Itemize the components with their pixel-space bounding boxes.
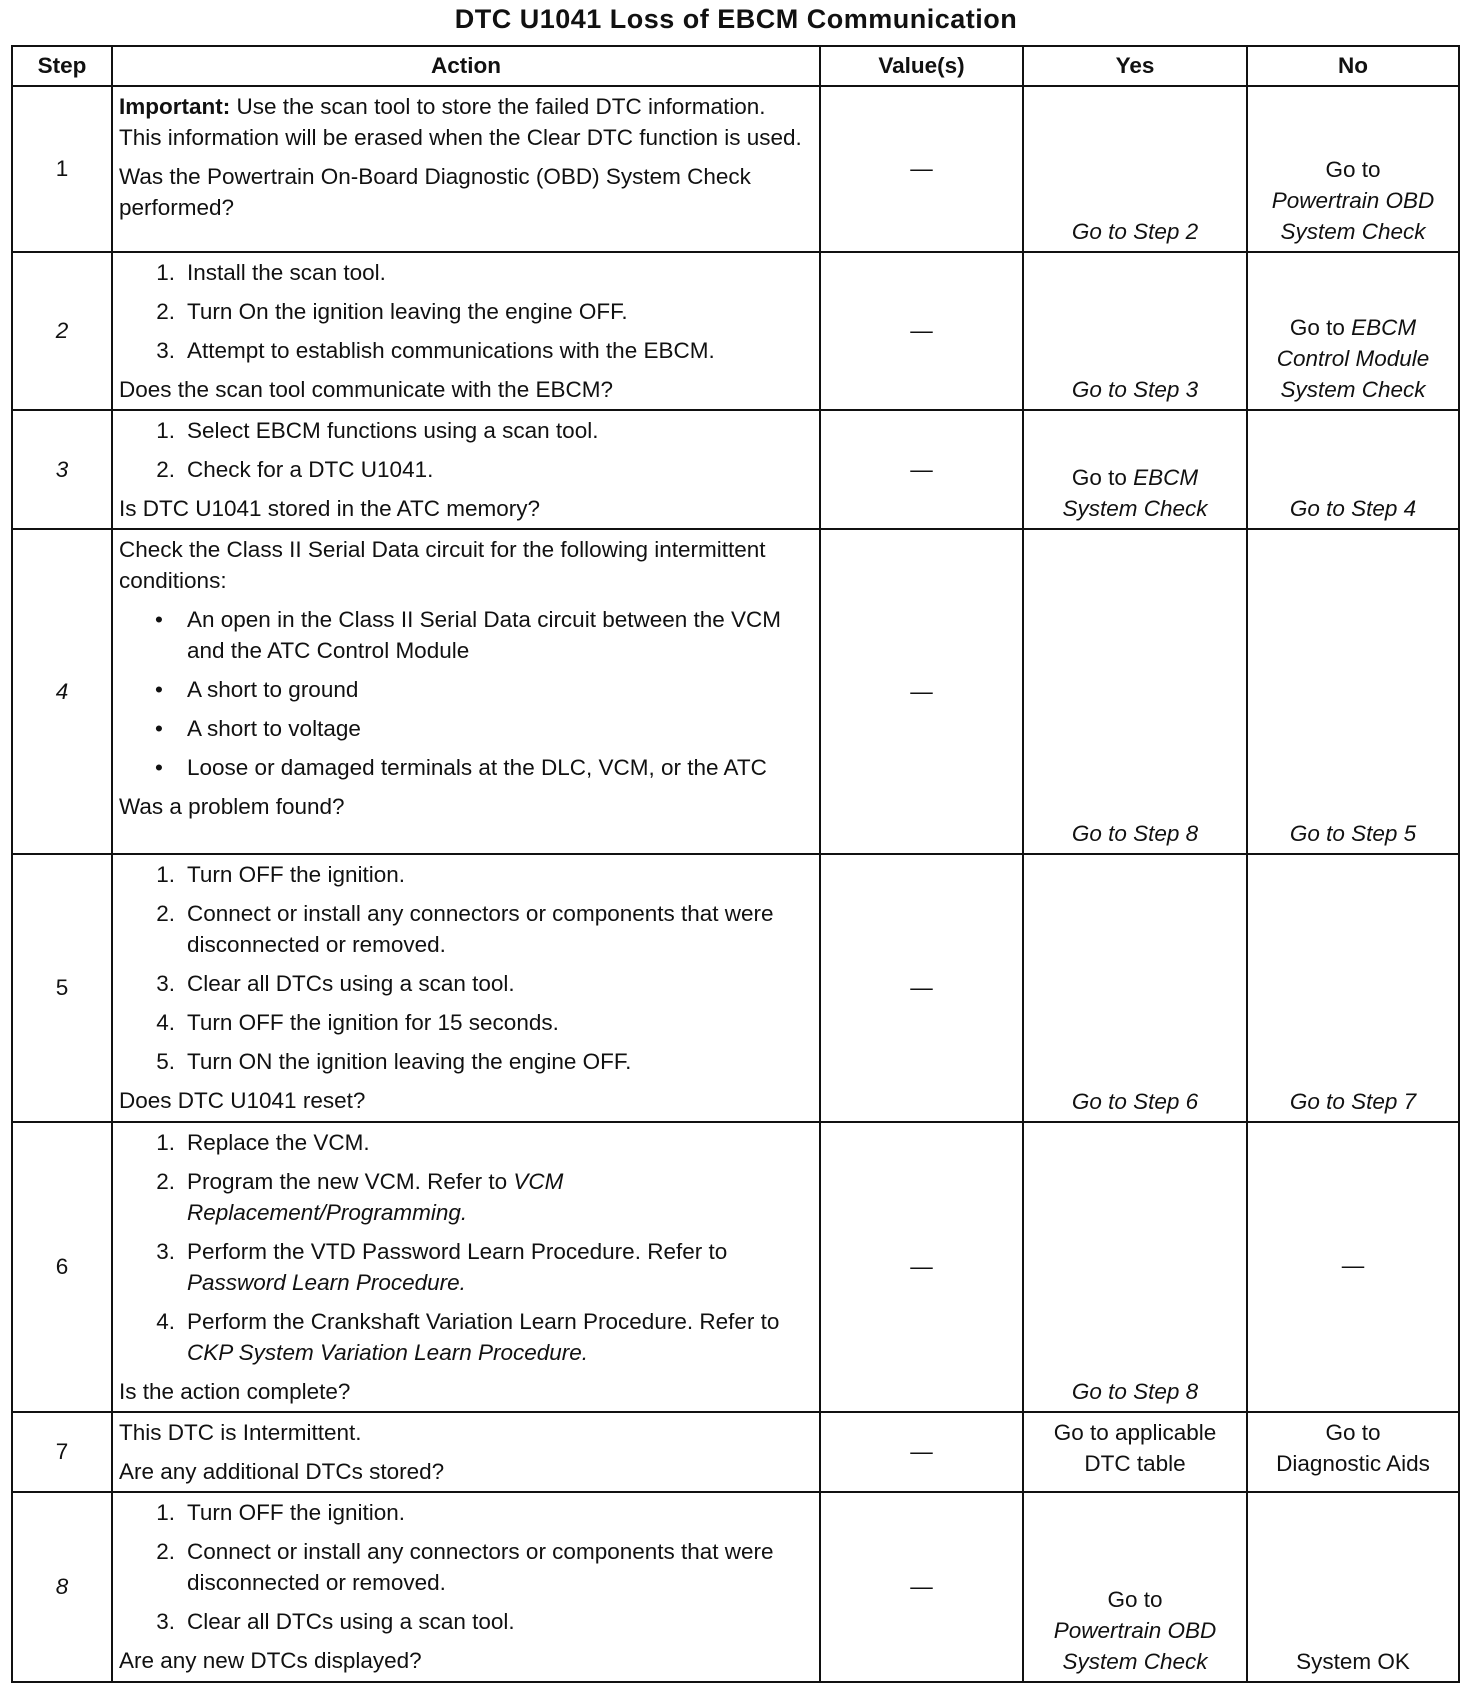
header-action: Action (112, 46, 820, 86)
action-item: 2. Check for a DTC U1041. (156, 457, 434, 482)
table-row-step-3 (12, 410, 1459, 529)
yes-result: Go to Step 2 (1071, 219, 1199, 244)
action-cell (112, 854, 820, 1122)
no-result-line-1: Go to (1325, 1420, 1381, 1445)
yes-result-line-3: System Check (1062, 1649, 1208, 1674)
action-cell (112, 1122, 820, 1412)
header-no: No (1247, 46, 1459, 86)
value-dash: — (910, 156, 933, 181)
action-item: 2. Connect or install any connectors or components that were disconnected or removed. (156, 901, 774, 957)
action-item: 2. Program the new VCM. Refer to VCM Replacement/Programming. (156, 1169, 564, 1225)
value-cell (820, 1122, 1023, 1412)
action-question: Are any additional DTCs stored? (119, 1459, 445, 1484)
header-yes: Yes (1023, 46, 1247, 86)
no-cell (1247, 1122, 1459, 1412)
table-row-step-7 (12, 1412, 1459, 1492)
yes-result: Go to Step 8 (1071, 1379, 1199, 1404)
yes-cell (1023, 1122, 1247, 1412)
action-item: 4. Perform the Crankshaft Variation Learn Procedure. Refer to CKP System Variation Learn Procedure. (156, 1309, 780, 1365)
table-row-step-6 (12, 1122, 1459, 1412)
no-result: Go to Step 5 (1289, 821, 1417, 846)
no-result: System OK (1296, 1649, 1410, 1674)
no-cell (1247, 1492, 1459, 1682)
value-cell (820, 410, 1023, 529)
value-cell (820, 86, 1023, 252)
action-question: Is DTC U1041 stored in the ATC memory? (119, 496, 540, 521)
no-cell (1247, 86, 1459, 252)
action-item: 3. Clear all DTCs using a scan tool. (156, 1609, 515, 1634)
important-text: Use the scan tool to store the failed DTC information. This information will be erased when the Clear DTC function is used. (119, 94, 802, 150)
value-dash: — (910, 1254, 933, 1279)
action-cell (112, 1492, 820, 1682)
step-number: 5 (12, 854, 112, 1122)
header-step: Step (12, 46, 112, 86)
step-number: 1 (12, 86, 112, 252)
table-row-step-2 (12, 252, 1459, 410)
no-cell (1247, 1412, 1459, 1492)
action-intro: Check the Class II Serial Data circuit for the following intermittent conditions: (119, 537, 766, 593)
table-row-step-1 (12, 86, 1459, 252)
value-cell (820, 252, 1023, 410)
step-number: 4 (12, 529, 112, 854)
yes-result-line-1: Go to (1071, 465, 1134, 490)
value-dash: — (910, 1439, 933, 1464)
yes-cell (1023, 410, 1247, 529)
no-result-line-2: Control Module (1276, 346, 1430, 371)
value-dash: — (910, 975, 933, 1000)
yes-result-line-2: System Check (1062, 496, 1208, 521)
action-cell (112, 86, 820, 252)
yes-result-line-1-italic: EBCM (1133, 465, 1199, 490)
yes-cell (1023, 1412, 1247, 1492)
value-dash: — (910, 456, 933, 482)
action-item: 3. Perform the VTD Password Learn Procedure. Refer to Password Learn Procedure. (156, 1239, 728, 1295)
action-item: 1. Turn OFF the ignition. (156, 862, 406, 887)
important-label: Important: (119, 94, 231, 119)
action-question: Is the action complete? (119, 1379, 351, 1404)
header-row (12, 46, 1459, 86)
action-item: 5. Turn ON the ignition leaving the engine OFF. (156, 1049, 632, 1074)
table-row-step-8 (12, 1492, 1459, 1682)
action-cell (112, 529, 820, 854)
table-row-step-4 (12, 529, 1459, 854)
action-item: 1. Select EBCM functions using a scan tool. (156, 418, 599, 443)
bullet-item: • Loose or damaged terminals at the DLC, VCM, or the ATC (155, 755, 767, 780)
table-row-step-5 (12, 854, 1459, 1122)
header-values: Value(s) (820, 46, 1023, 86)
no-result-line-3: System Check (1280, 219, 1426, 244)
no-cell (1247, 529, 1459, 854)
action-item: 4. Turn OFF the ignition for 15 seconds. (156, 1010, 559, 1035)
action-item: 3. Clear all DTCs using a scan tool. (156, 971, 515, 996)
no-result-line-1: Go to (1325, 157, 1381, 182)
action-item: 1. Turn OFF the ignition. (156, 1500, 406, 1525)
no-cell (1247, 410, 1459, 529)
value-cell (820, 529, 1023, 854)
step-number: 8 (12, 1492, 112, 1682)
no-cell (1247, 854, 1459, 1122)
yes-cell (1023, 529, 1247, 854)
action-item: 2. Turn On the ignition leaving the engine OFF. (156, 299, 628, 324)
step-number: 7 (12, 1412, 112, 1492)
value-dash: — (910, 318, 933, 343)
no-result-line-2: Powertrain OBD (1271, 188, 1435, 213)
yes-result-line-2: Powertrain OBD (1053, 1618, 1217, 1643)
action-item: 2. Connect or install any connectors or components that were disconnected or removed. (156, 1539, 774, 1595)
bullet-item: • A short to voltage (155, 716, 361, 741)
no-result-line-1-italic: EBCM (1351, 315, 1417, 340)
action-intro: This DTC is Intermittent. (119, 1420, 362, 1445)
bullet-item: • A short to ground (155, 677, 359, 702)
action-question: Does the scan tool communicate with the EBCM? (119, 377, 613, 402)
value-cell (820, 1412, 1023, 1492)
value-cell (820, 1492, 1023, 1682)
no-result-line-3: System Check (1280, 377, 1426, 402)
action-cell (112, 1412, 820, 1492)
yes-result-line-1: Go to (1107, 1587, 1163, 1612)
no-result: — (1341, 1252, 1365, 1278)
no-result-line-2: Diagnostic Aids (1276, 1451, 1430, 1476)
action-cell (112, 252, 820, 410)
yes-result-line-1: Go to applicable (1053, 1420, 1217, 1445)
action-question: Was a problem found? (119, 794, 345, 819)
yes-cell (1023, 1492, 1247, 1682)
action-question: Are any new DTCs displayed? (119, 1648, 422, 1673)
action-question: Does DTC U1041 reset? (119, 1088, 366, 1113)
no-result: Go to Step 7 (1289, 1089, 1417, 1114)
no-result-line-1: Go to (1289, 315, 1352, 340)
value-dash: — (910, 1574, 933, 1599)
step-number: 6 (12, 1122, 112, 1412)
action-item: 1. Install the scan tool. (156, 260, 386, 285)
action-item: 3. Attempt to establish communications with the EBCM. (156, 338, 715, 363)
diagnostic-table (11, 45, 1460, 1683)
no-result: Go to Step 4 (1289, 496, 1417, 521)
step-number: 3 (12, 410, 112, 529)
yes-cell (1023, 854, 1247, 1122)
yes-result-line-2: DTC table (1084, 1451, 1186, 1476)
important-note (119, 91, 813, 153)
action-question: Was the Powertrain On-Board Diagnostic (OBD) System Check performed? (119, 164, 751, 220)
action-item: 1. Replace the VCM. (156, 1130, 370, 1155)
no-cell (1247, 252, 1459, 410)
yes-cell (1023, 252, 1247, 410)
document-title: DTC U1041 Loss of EBCM Communication (454, 4, 1018, 34)
step-number: 2 (12, 252, 112, 410)
action-cell (112, 410, 820, 529)
yes-result: Go to Step 8 (1071, 821, 1199, 846)
yes-result: Go to Step 3 (1071, 377, 1199, 402)
yes-result: Go to Step 6 (1071, 1089, 1199, 1114)
bullet-item: • An open in the Class II Serial Data circuit between the VCM and the ATC Control Module (155, 607, 782, 663)
value-cell (820, 854, 1023, 1122)
yes-cell (1023, 86, 1247, 252)
value-dash: — (910, 678, 933, 704)
